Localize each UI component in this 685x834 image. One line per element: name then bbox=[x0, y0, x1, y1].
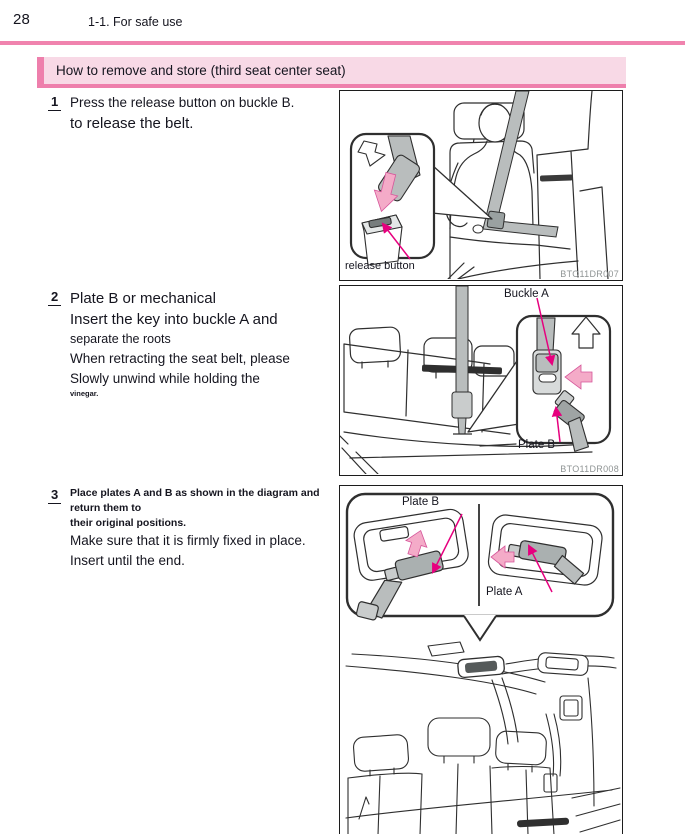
buckle-a-plate-b-illustration bbox=[340, 286, 621, 474]
section-banner bbox=[37, 57, 626, 88]
step-2-line-4: When retracting the seat belt, please bbox=[70, 351, 290, 366]
step-1 bbox=[46, 93, 338, 134]
seatbelt-buckle-release-illustration bbox=[340, 91, 621, 279]
step-3-line-2: their original positions. bbox=[70, 517, 187, 529]
plate-a-storage-label: Plate A bbox=[486, 586, 523, 598]
release-button-label: release button bbox=[345, 260, 415, 272]
plate-storage-illustration bbox=[340, 486, 621, 834]
step-3 bbox=[46, 486, 338, 571]
step-3-number: 3 bbox=[48, 487, 61, 504]
banner-title: How to remove and store (third seat center seat) bbox=[56, 63, 346, 78]
page-number: 28 bbox=[13, 11, 31, 28]
step-2-line-6: vinegar. bbox=[70, 389, 99, 398]
step-1-line-2: to release the belt. bbox=[70, 115, 194, 132]
buckle-a-label: Buckle A bbox=[504, 288, 549, 300]
figure-step-2 bbox=[339, 285, 623, 476]
plate-b-label: Plate B bbox=[518, 439, 556, 451]
section-title: 1-1. For safe use bbox=[88, 15, 183, 29]
step-2-line-5: Slowly unwind while holding the bbox=[70, 371, 260, 386]
figure-1-code: BTO11DR007 bbox=[560, 269, 619, 279]
step-2-number: 2 bbox=[48, 289, 61, 306]
step-1-number: 1 bbox=[48, 94, 61, 111]
step-3-line-1: Place plates A and B as shown in the diagram and return them to bbox=[70, 487, 320, 514]
plate-b-storage-label: Plate B bbox=[402, 496, 440, 508]
step-2 bbox=[46, 288, 338, 399]
step-2-line-3: separate the roots bbox=[70, 332, 171, 346]
step-3-line-3: Make sure that it is firmly fixed in place. bbox=[70, 533, 306, 548]
figure-step-3 bbox=[339, 485, 623, 834]
step-3-line-4: Insert until the end. bbox=[70, 553, 185, 568]
step-1-line-1: Press the release button on buckle B. bbox=[70, 95, 295, 110]
step-2-line-2: Insert the key into buckle A and bbox=[70, 311, 278, 328]
header-rule bbox=[0, 41, 685, 45]
figure-2-code: BTO11DR008 bbox=[560, 464, 619, 474]
figure-step-1 bbox=[339, 90, 623, 281]
step-2-line-1: Plate B or mechanical bbox=[70, 290, 216, 307]
